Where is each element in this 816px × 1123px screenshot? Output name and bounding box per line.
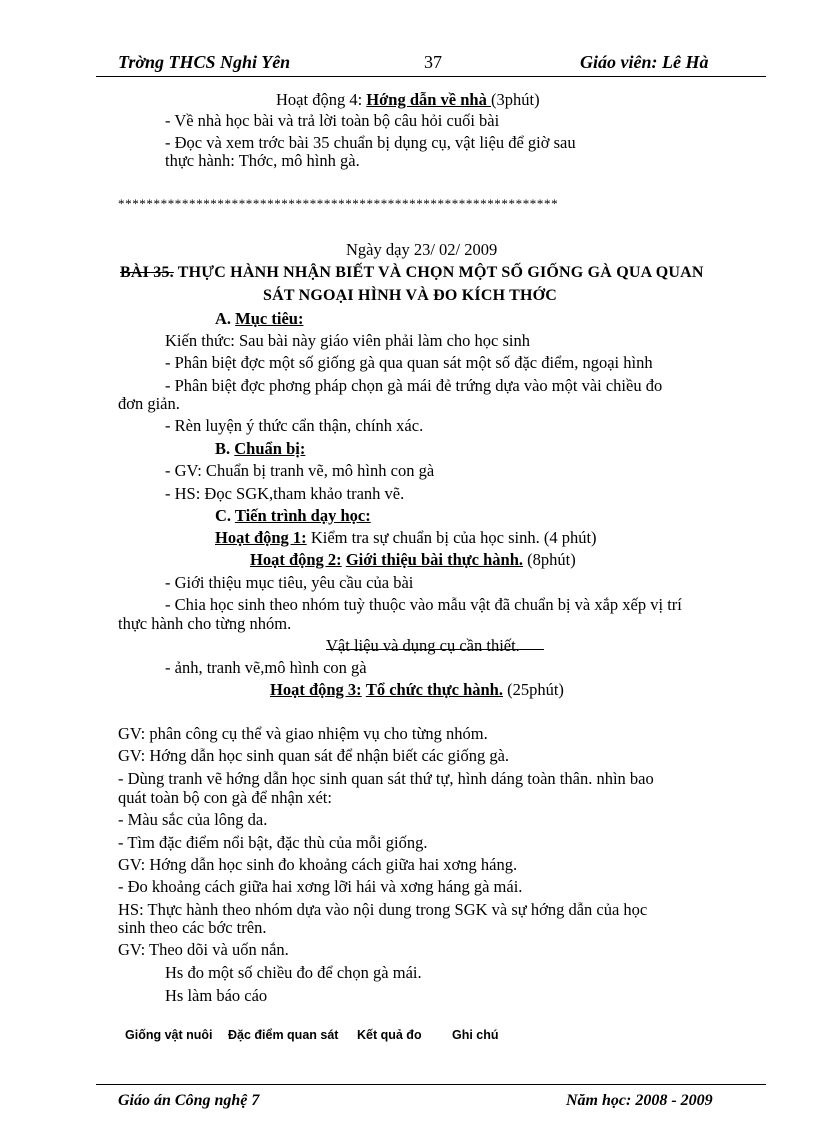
text-line: - Về nhà học bài và trả lời toàn bộ câu hỏi cuối bài — [165, 111, 500, 130]
text-line: - Phân biệt đợc một số giống gà qua quan sát một số đặc điểm, ngoại hình — [165, 353, 653, 372]
text-line: Hs làm báo cáo — [165, 986, 268, 1005]
text-line: HS: Thực hành theo nhóm dựa vào nội dung trong SGK và sự hớng dẫn của học — [118, 900, 648, 919]
text-line: - Phân biệt đợc phơng pháp chọn gà mái đẻ trứng dựa vào một vài chiều đo — [165, 376, 663, 395]
text-line: sinh theo các bớc trên. — [118, 918, 267, 937]
footer-course: Giáo án Công nghệ 7 — [118, 1092, 260, 1109]
text-line: Hs đo một số chiều đo để chọn gà mái. — [165, 963, 422, 982]
header-school: Trờng THCS Nghi Yên — [118, 52, 291, 72]
text-line: đơn giản. — [118, 394, 180, 413]
text-line: thực hành cho từng nhóm. — [118, 614, 292, 633]
materials-strike — [326, 649, 544, 650]
text-line: GV: Hớng dẫn học sinh quan sát để nhận biết các giống gà. — [118, 746, 510, 765]
text-line: GV: Hớng dẫn học sinh đo khoảng cách giữa hai xơng háng. — [118, 855, 518, 874]
lesson-number: BÀI 35. — [120, 264, 174, 281]
table-header-features: Đặc điểm quan sát — [228, 1028, 339, 1042]
separator-stars: ************************************************************** — [118, 196, 559, 211]
text-line: GV: phân công cụ thể và giao nhiệm vụ cho từng nhóm. — [118, 724, 488, 743]
section-c-heading: C. Tiến trình dạy học: — [215, 506, 371, 525]
footer-school-year: Năm học: 2008 - 2009 — [566, 1092, 713, 1109]
section-a-heading: A. Mục tiêu: — [215, 309, 304, 328]
text-line: - GV: Chuẩn bị tranh vẽ, mô hình con gà — [165, 461, 435, 480]
lesson-title-line2: SÁT NGOẠI HÌNH VÀ ĐO KÍCH THỚC — [263, 287, 558, 304]
activity3-heading: Hoạt động 3: Tổ chức thực hành. (25phút) — [270, 680, 564, 699]
table-header-breed: Giống vật nuôi — [125, 1028, 213, 1042]
activity2-heading: Hoạt động 2: Giới thiệu bài thực hành. (8phút) — [250, 550, 576, 569]
activity4-heading: Hoạt động 4: Hớng dẫn về nhà (3phút) — [276, 90, 540, 109]
table-header-notes: Ghi chú — [452, 1028, 499, 1042]
text-line: - Rèn luyện ý thức cẩn thận, chính xác. — [165, 416, 424, 435]
text-line: - Chia học sinh theo nhóm tuỳ thuộc vào mẫu vật đã chuẩn bị và xắp xếp vị trí — [165, 595, 682, 614]
header-teacher: Giáo viên: Lê Hà — [580, 52, 709, 72]
page-number: 37 — [424, 52, 442, 72]
text-line: GV: Theo dõi và uốn nắn. — [118, 940, 289, 959]
materials-heading: Vật liệu và dụng cụ cần thiết. — [326, 636, 520, 655]
activity4-title: Hớng dẫn về nhà — [366, 90, 491, 109]
text-line: - Đọc và xem trớc bài 35 chuẩn bị dụng cụ, vật liệu để giờ sau — [165, 133, 576, 152]
section-b-heading: B. Chuẩn bị: — [215, 439, 306, 458]
text-line: - HS: Đọc SGK,tham khảo tranh vẽ. — [165, 484, 405, 503]
text-line: - ảnh, tranh vẽ,mô hình con gà — [165, 658, 367, 677]
text-line: Kiến thức: Sau bài này giáo viên phải làm cho học sinh — [165, 331, 530, 350]
text-line: quát toàn bộ con gà để nhận xét: — [118, 788, 332, 807]
header-rule — [96, 76, 766, 77]
text-line: - Đo khoảng cách giữa hai xơng lỡi hái và xơng háng gà mái. — [118, 877, 523, 896]
table-header-results: Kết quả đo — [357, 1028, 422, 1042]
activity1-line: Hoạt động 1: Kiểm tra sự chuẩn bị của học sinh. (4 phút) — [215, 528, 597, 547]
lesson-title-line1: BÀI 35. THỰC HÀNH NHẬN BIẾT VÀ CHỌN MỘT SỐ GIỐNG GÀ QUA QUAN — [120, 264, 704, 281]
footer-rule — [96, 1084, 766, 1085]
lesson-date: Ngày dạy 23/ 02/ 2009 — [346, 240, 498, 259]
text-line: - Giới thiệu mục tiêu, yêu cầu của bài — [165, 573, 414, 592]
text-line: - Màu sắc của lông da. — [118, 810, 268, 829]
text-line: - Dùng tranh vẽ hớng dẫn học sinh quan sát thứ tự, hình dáng toàn thân. nhìn bao — [118, 769, 654, 788]
text-line: thực hành: Thớc, mô hình gà. — [165, 151, 360, 170]
text-line: - Tìm đặc điểm nổi bật, đặc thù của mỗi giống. — [118, 833, 428, 852]
